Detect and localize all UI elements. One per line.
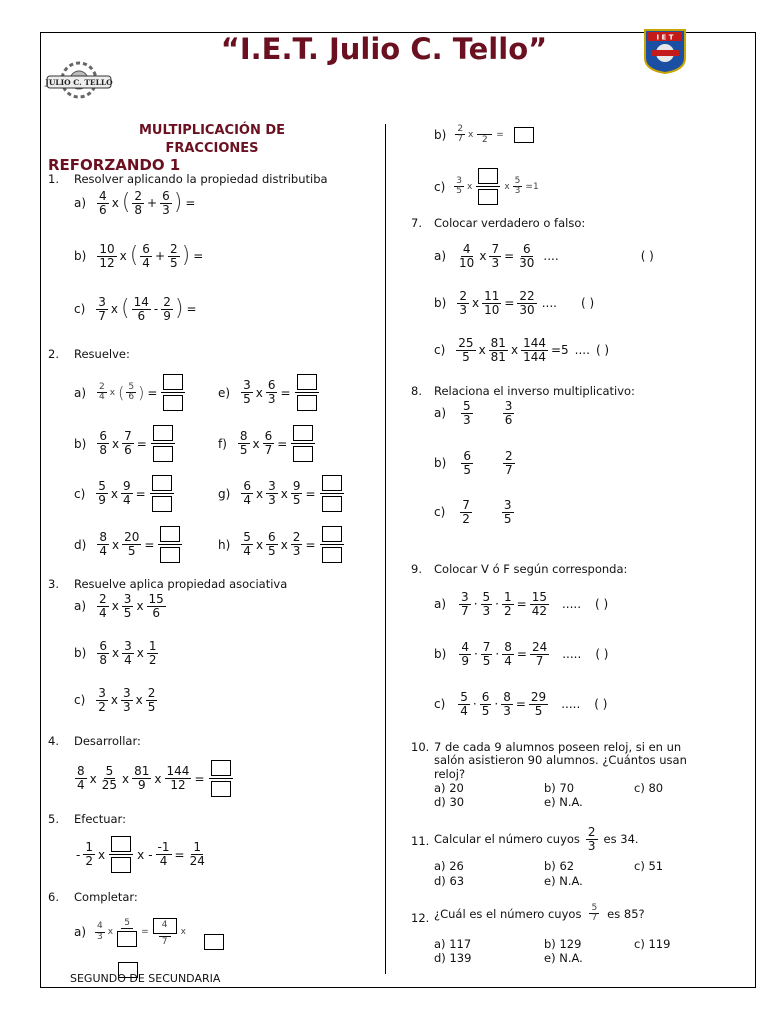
answer-box[interactable] — [160, 526, 180, 542]
section-subheading: REFORZANDO 1 — [48, 156, 181, 174]
q6-text: Completar: — [74, 890, 138, 904]
dots: .... — [574, 343, 590, 358]
q9a: a) $\frac{3}{7}$ · $\frac{5}{3}$ · $\frac{1}{2}$ = $\frac{15}{42}$ ..... ( ) — [434, 590, 609, 618]
label: a) — [74, 385, 87, 400]
q12-number: 12. — [411, 911, 430, 925]
q8-text: Relaciona el inverso multiplicativo: — [434, 384, 635, 398]
q11-option-a[interactable]: a) 26 — [434, 859, 464, 873]
answer-box[interactable] — [322, 547, 342, 563]
answer-box[interactable] — [322, 475, 342, 491]
q2-number: 2. — [48, 347, 59, 361]
q10-option-c[interactable]: c) 80 — [634, 781, 664, 795]
answer-box[interactable] — [478, 168, 498, 184]
answer-box[interactable] — [152, 496, 172, 512]
q7a: a) $\frac{4}{10}$ x $\frac{7}{3}$ = $\frac{6}{30}$ .... ( ) — [434, 242, 654, 270]
label: c) — [434, 343, 446, 358]
q12-option-e[interactable]: e) N.A. — [544, 951, 583, 965]
q4-expression: $\frac{8}{4}$ x $\frac{5}{25}$ x $\frac{81}{9}$ x $\frac{144}{12}$ = — [74, 760, 235, 797]
q2-text: Resuelve: — [74, 347, 130, 361]
label: b) — [74, 249, 87, 264]
label: a) — [74, 925, 87, 939]
q2g: g) $\frac{6}{4}$ x $\frac{3}{3}$ x $\frac{9}{5}$ = — [218, 475, 346, 512]
school-logo-left — [44, 60, 114, 106]
label: c) — [434, 179, 446, 194]
q2h: h) $\frac{5}{4}$ x $\frac{6}{5}$ x $\frac{2}{3}$ = — [218, 526, 346, 563]
vf-blank[interactable]: ( ) — [594, 697, 608, 712]
label: a) — [434, 406, 447, 421]
q3c: c) $\frac{3}{2}$ x $\frac{3}{3}$ x $\frac{2}{5}$ — [74, 686, 156, 714]
label: c) — [74, 693, 86, 708]
dots: .... — [541, 296, 557, 311]
q6a: a) $\frac{4}{3}$ x 5 = $\frac{4}{7}$ x — [74, 914, 224, 950]
answer-box[interactable] — [117, 931, 137, 947]
q8b: b) $\frac{6}{5}$ $\frac{2}{7}$ — [434, 449, 513, 477]
answer-box[interactable] — [297, 395, 317, 411]
svg-text:I E T: I E T — [656, 33, 674, 42]
q10-text-line1: 7 de cada 9 alumnos poseen reloj, si en un — [434, 740, 682, 754]
q2b: b) $\frac{6}{8}$ x $\frac{7}{6}$ = — [74, 425, 177, 462]
answer-box[interactable] — [322, 526, 342, 542]
q9b: b) $\frac{4}{9}$ · $\frac{7}{5}$ · $\frac{8}{4}$ = $\frac{24}{7}$ ..... ( ) — [434, 640, 609, 668]
answer-box[interactable] — [293, 425, 313, 441]
answer-box[interactable] — [514, 127, 534, 143]
q9-number: 9. — [411, 562, 422, 576]
q10-option-e[interactable]: e) N.A. — [544, 795, 583, 809]
label: b) — [434, 127, 447, 142]
q10-option-d[interactable]: d) 30 — [434, 795, 465, 809]
q8a: a) $\frac{5}{3}$ $\frac{3}{6}$ — [434, 399, 513, 427]
answer-box[interactable] — [163, 374, 183, 390]
label: g) — [218, 486, 231, 501]
q11-text-a: Calcular el número cuyos — [434, 832, 580, 847]
q5-number: 5. — [48, 812, 59, 826]
q7-text: Colocar verdadero o falso: — [434, 216, 586, 230]
q3-text: Resuelve aplica propiedad asociativa — [74, 577, 288, 591]
vf-blank[interactable]: ( ) — [595, 597, 609, 612]
q8-number: 8. — [411, 384, 422, 398]
label: a) — [434, 249, 447, 264]
q11-text-b: es 34. — [603, 832, 639, 847]
q11-option-d[interactable]: d) 63 — [434, 874, 465, 888]
vf-blank[interactable]: ( ) — [580, 296, 595, 311]
q2d: d) $\frac{8}{4}$ x $\frac{20}{5}$ = — [74, 526, 184, 563]
label: c) — [74, 486, 86, 501]
school-shield-logo-right — [642, 28, 688, 74]
label: a) — [74, 599, 87, 614]
column-divider — [385, 124, 386, 974]
vf-blank[interactable]: ( ) — [595, 647, 609, 662]
footer-label: SEGUNDO DE SECUNDARIA — [70, 972, 221, 985]
q1-text: Resolver aplicando la propiedad distributiba — [74, 172, 328, 186]
vf-blank[interactable]: ( ) — [595, 343, 610, 358]
q9c: c) $\frac{5}{4}$ · $\frac{6}{5}$ · $\frac{8}{3}$ = $\frac{29}{5}$ ..... ( ) — [434, 690, 608, 718]
q3-number: 3. — [48, 577, 59, 591]
q10-number: 10. — [411, 740, 430, 754]
label: a) — [434, 597, 447, 612]
q1a: a) $\frac{4}{6}$ x ( $\frac{2}{8}$ + $\frac{6}{3}$ ) = — [74, 189, 196, 217]
label: b) — [74, 436, 87, 451]
label: e) — [218, 385, 231, 400]
q12-option-a[interactable]: a) 117 — [434, 937, 472, 951]
page-title: “I.E.T. Julio C. Tello” — [220, 32, 548, 66]
q11-question: Calcular el número cuyos $\frac{2}{3}$ es 34. — [434, 825, 639, 853]
q3b: b) $\frac{6}{8}$ x $\frac{3}{4}$ x $\frac{1}{2}$ — [74, 639, 157, 667]
q10-text-line3: reloj? — [434, 767, 466, 781]
q7b: b) $\frac{2}{3}$ x $\frac{11}{10}$ = $\frac{22}{30}$ .... ( ) — [434, 289, 595, 317]
answer-box[interactable] — [153, 425, 173, 441]
q5-expression: - $\frac{1}{2}$ x x - $\frac{-1}{4}$ = $\frac{1}{24}$ — [74, 836, 208, 873]
q2a: a) $\frac{2}{4}$ x ( $\frac{5}{6}$ ) = — [74, 374, 187, 411]
label: b) — [434, 296, 447, 311]
answer-box[interactable] — [211, 760, 231, 776]
q11-option-b[interactable]: b) 62 — [544, 859, 575, 873]
q4-number: 4. — [48, 734, 59, 748]
answer-box[interactable] — [211, 781, 231, 797]
q9-text: Colocar V ó F según corresponda: — [434, 562, 628, 576]
label: c) — [434, 697, 446, 712]
vf-blank[interactable]: ( ) — [640, 249, 654, 264]
q10-option-a[interactable]: a) 20 — [434, 781, 464, 795]
q5-text: Efectuar: — [74, 812, 126, 826]
label: c) — [74, 302, 86, 317]
dots: ..... — [562, 647, 582, 662]
q1-number: 1. — [48, 172, 59, 186]
label: f) — [218, 436, 227, 451]
label: b) — [434, 456, 447, 471]
q12-option-b[interactable]: b) 129 — [544, 937, 582, 951]
q2e: e) $\frac{3}{5}$ x $\frac{6}{3}$ = — [218, 374, 321, 411]
answer-box[interactable] — [478, 189, 498, 205]
q12-text-a: ¿Cuál es el número cuyos — [434, 906, 582, 921]
svg-text:JULIO C. TELLO: JULIO C. TELLO — [45, 78, 113, 87]
q12-question: ¿Cuál es el número cuyos $\frac{5}{7}$ es 85? — [434, 903, 645, 924]
label: d) — [74, 537, 87, 552]
q11-option-c[interactable]: c) 51 — [634, 859, 664, 873]
answer-box[interactable] — [297, 374, 317, 390]
answer-box[interactable] — [111, 857, 131, 873]
q6-number: 6. — [48, 890, 59, 904]
q4-text: Desarrollar: — [74, 734, 141, 748]
answer-box[interactable] — [153, 446, 173, 462]
answer-box[interactable] — [160, 547, 180, 563]
label: h) — [218, 537, 231, 552]
q6c: c) $\frac{3}{5}$ x x $\frac{5}{3}$ =1 — [434, 168, 541, 205]
q11-number: 11. — [411, 834, 430, 848]
q12-option-d[interactable]: d) 139 — [434, 951, 472, 965]
label: a) — [74, 196, 87, 211]
section-heading: MULTIPLICACIÓN DE FRACCIONES — [138, 123, 286, 156]
q7-number: 7. — [411, 216, 422, 230]
answer-box[interactable] — [152, 475, 172, 491]
q10-text-line2: salón asistieron 90 alumnos. ¿Cuántos usan — [434, 753, 687, 767]
q8c: c) $\frac{7}{2}$ $\frac{3}{5}$ — [434, 498, 512, 526]
answer-box[interactable] — [204, 934, 224, 950]
q2c: c) $\frac{5}{9}$ x $\frac{9}{4}$ = — [74, 475, 176, 512]
answer-box[interactable] — [163, 395, 183, 411]
q12-option-c[interactable]: c) 119 — [634, 937, 671, 951]
q11-option-e[interactable]: e) N.A. — [544, 874, 583, 888]
q1b: b) $\frac{10}{12}$ x ( $\frac{6}{4}$ + $\frac{2}{5}$ ) = — [74, 242, 204, 270]
answer-box[interactable]: 4 — [153, 918, 177, 934]
q6b: b) $\frac{2}{7}$ x 2 = — [434, 124, 534, 145]
q7c: c) $\frac{25}{5}$ x $\frac{81}{81}$ x $\frac{144}{144}$ =5 .... ( ) — [434, 336, 610, 364]
label: b) — [434, 647, 447, 662]
answer-box[interactable] — [293, 446, 313, 462]
q1c: c) $\frac{3}{7}$ x ( $\frac{14}{6}$ - $\frac{2}{9}$ ) = — [74, 295, 197, 323]
q3a: a) $\frac{2}{4}$ x $\frac{3}{5}$ x $\frac{15}{6}$ — [74, 592, 164, 620]
dots: .... — [543, 249, 559, 264]
q12-text-b: es 85? — [607, 906, 645, 921]
q2f: f) $\frac{8}{5}$ x $\frac{6}{7}$ = — [218, 425, 317, 462]
dots: ..... — [561, 597, 582, 612]
dots: ..... — [561, 697, 581, 712]
answer-box[interactable] — [322, 496, 342, 512]
label: b) — [74, 646, 87, 661]
label: c) — [434, 505, 446, 520]
answer-box[interactable] — [111, 836, 131, 852]
q10-option-b[interactable]: b) 70 — [544, 781, 575, 795]
